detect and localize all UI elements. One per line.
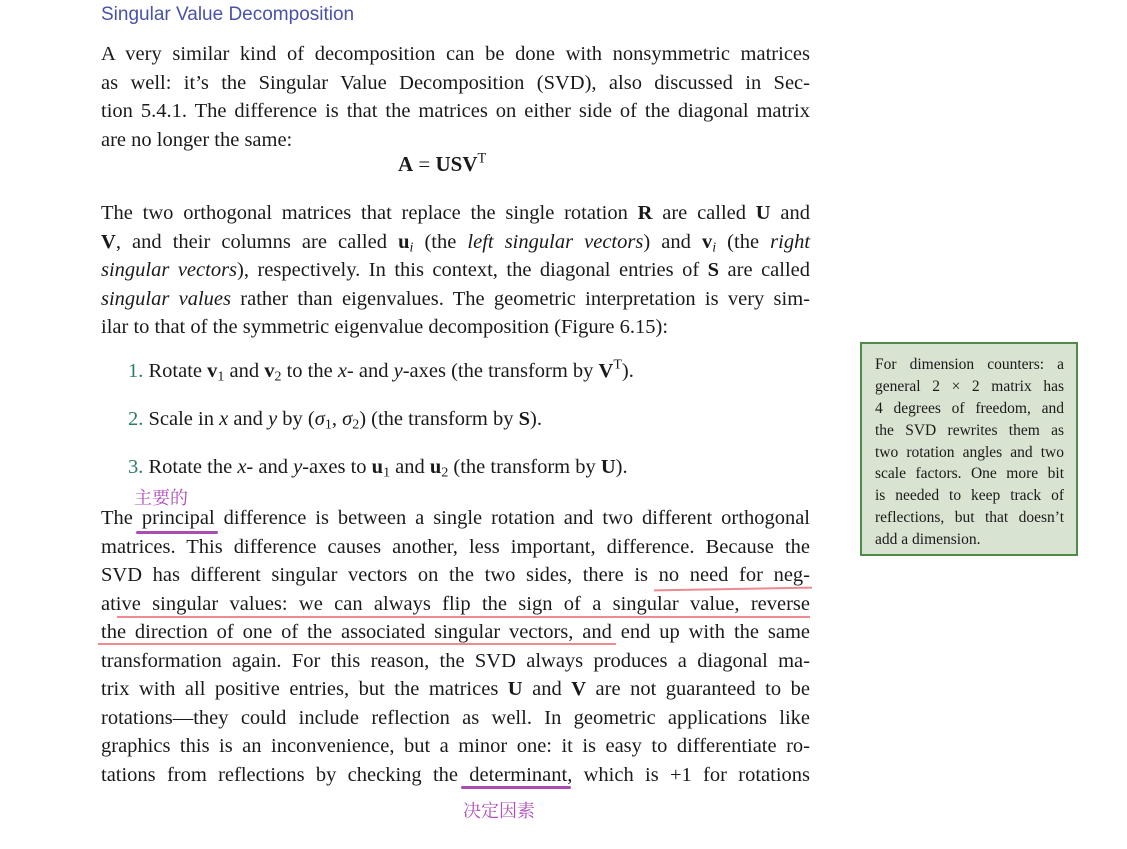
text-line: ilar to that of the symmetric eigenvalue decomposition (Figure 6.15): bbox=[101, 316, 669, 338]
note-line: general 2 × 2 matrix has bbox=[875, 377, 1064, 395]
highlighted-word-determinant[interactable]: determinant bbox=[469, 763, 568, 786]
step-item-3: 3. Rotate the x- and y-axes to $u_1$ and $u_2$ (the transform by U). bbox=[128, 456, 628, 481]
text-line: are no longer the same: bbox=[101, 128, 293, 151]
text-line: singular vectors), respectively. In this context, the diagonal entries of S are called bbox=[101, 259, 811, 281]
note-line: scale factors. One more bit bbox=[875, 465, 1064, 483]
text-line: A very similar kind of decomposition can be done with nonsymmetric matrices bbox=[101, 43, 810, 65]
note-line: For dimension counters: a bbox=[875, 356, 1064, 373]
text-line: The principal difference is between a single rotation and two different orthogonal bbox=[101, 507, 810, 529]
text-line: graphics this is an inconvenience, but a minor one: it is easy to differentiate ro- bbox=[101, 735, 810, 757]
annotation-determinant-translation: 决定因素 bbox=[463, 801, 535, 822]
note-line: two rotation angles and two bbox=[875, 443, 1064, 461]
note-line: 4 degrees of freedom, and bbox=[875, 399, 1064, 417]
equation-equals: = bbox=[413, 152, 436, 176]
step-item-2: 2. Scale in x and y by ($\sigma_1$, $\sigma_2$) (the transform by S). bbox=[128, 408, 542, 433]
paragraph-principal-difference bbox=[101, 504, 810, 789]
transpose-superscript: T bbox=[477, 150, 487, 167]
underline-principal bbox=[136, 531, 218, 534]
text-line: as well: it’s the Singular Value Decomposition (SVD), also discussed in Sec- bbox=[101, 71, 810, 94]
highlighted-word-principal[interactable]: principal bbox=[141, 507, 215, 529]
step-item-1: 1. Rotate $v_1$ and $v_2$ to the x- and y-axes (the transform by $V^T$). bbox=[128, 357, 634, 385]
note-line: add a dimension. bbox=[875, 531, 981, 549]
text-line: SVD has different singular vectors on the two sides, there is no need for neg- bbox=[101, 564, 810, 586]
note-line: is needed to keep track of bbox=[875, 487, 1064, 505]
text-line: singular values rather than eigenvalues. The geometric interpretation is very sim- bbox=[101, 287, 811, 310]
note-line: reflections, but that doesn’t bbox=[875, 509, 1064, 527]
text-line: rotations—they could include reflection as well. In geometric applications like bbox=[101, 706, 810, 729]
highlight-underline-2 bbox=[117, 616, 810, 618]
paragraph-orthogonal bbox=[101, 199, 810, 342]
annotation-principal-translation: 主要的 bbox=[134, 488, 188, 509]
text-line: transformation again. For this reason, the SVD always produces a diagonal ma- bbox=[101, 649, 810, 672]
svd-equation bbox=[398, 152, 486, 177]
section-heading: Singular Value Decomposition bbox=[101, 4, 355, 25]
highlight-underline-3 bbox=[98, 643, 616, 645]
equation-lhs: A bbox=[398, 152, 414, 176]
text-line: the direction of one of the associated singular vectors, and end up with the same bbox=[101, 621, 810, 643]
text-line: matrices. This difference causes another, less important, difference. Because the bbox=[101, 535, 810, 558]
text-line: The two orthogonal matrices that replace the single rotation R are called U and bbox=[101, 202, 810, 224]
text-line: V, and their columns are called $u_i$ (the left singular vectors) and $v_i$ (the right bbox=[101, 230, 811, 255]
text-line: tations from reflections by checking the determinant, which is +1 for rotations bbox=[101, 763, 810, 786]
text-line: ative singular values: we can always flip the sign of a singular value, reverse bbox=[101, 592, 810, 615]
margin-note bbox=[860, 342, 1078, 556]
text-line: trix with all positive entries, but the matrices U and V are not guaranteed to be bbox=[101, 678, 810, 700]
note-line: the SVD rewrites them as bbox=[875, 421, 1064, 439]
equation-rhs: USV bbox=[435, 152, 478, 176]
underline-determinant bbox=[461, 786, 571, 789]
paragraph-intro bbox=[101, 40, 810, 154]
text-line: tion 5.4.1. The difference is that the matrices on either side of the diagonal matrix bbox=[101, 100, 810, 122]
